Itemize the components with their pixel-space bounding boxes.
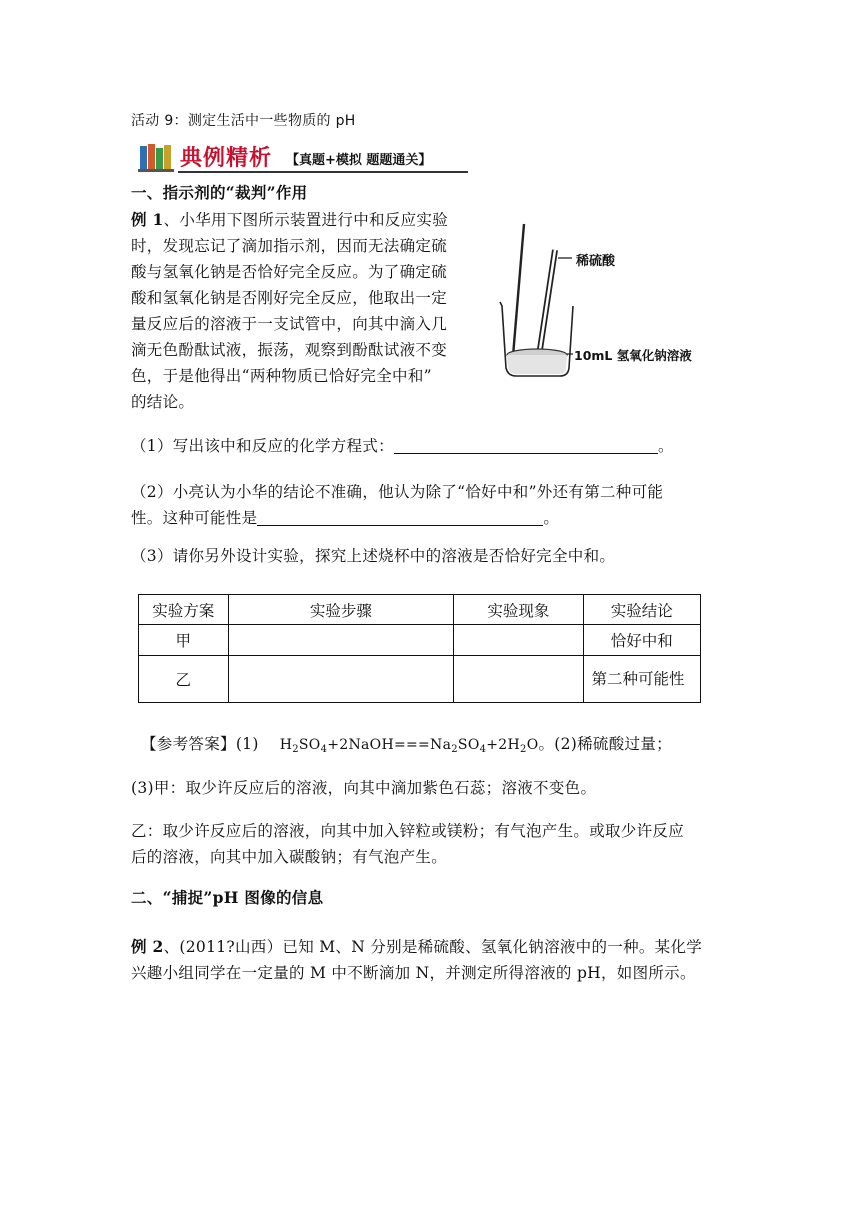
table-header-cell: 实验步骤 xyxy=(228,595,454,625)
question-1 xyxy=(131,433,674,459)
example2-paragraph xyxy=(131,934,751,986)
answer-blank-1[interactable] xyxy=(394,435,658,454)
banner-title: 典例精析 xyxy=(180,146,273,171)
table-cell-editable[interactable] xyxy=(454,625,583,656)
example1-line: 、小华用下图所示装置进行中和反应实验 xyxy=(163,211,448,229)
example1-line: 滴无色酚酞试液，振荡，观察到酚酞试液不变 xyxy=(131,341,448,359)
question-3: （3）请你另外设计实验，探究上述烧杯中的溶液是否恰好完全中和。 xyxy=(131,547,616,565)
table-row xyxy=(139,656,701,703)
example2-label: 例 2 xyxy=(131,937,164,956)
answer-blank-2[interactable] xyxy=(257,507,543,526)
table-row xyxy=(139,625,701,656)
table-cell-editable[interactable] xyxy=(228,625,454,656)
banner-subtitle: 【真题+模拟 题题通关】 xyxy=(286,153,432,168)
table-cell: 第二种可能性 xyxy=(583,656,700,703)
table-cell: 甲 xyxy=(139,625,229,656)
section-heading-2: 二、“捕捉”pH 图像的信息 xyxy=(131,888,324,907)
experiment-table xyxy=(138,594,701,703)
example1-line: 酸与氢氧化钠是否恰好完全反应。为了确定硫 xyxy=(131,263,448,281)
answer-part2: 。(2)稀硫酸过量； xyxy=(538,735,672,753)
question-1-end: 。 xyxy=(657,437,674,455)
example1-line: 酸和氢氧化钠是否刚好完全反应，他取出一定 xyxy=(131,289,448,307)
example1-line: 的结论。 xyxy=(131,393,195,411)
question-1-text: （1）写出该中和反应的化学方程式： xyxy=(131,437,394,455)
answer-label: 【参考答案】 xyxy=(141,735,236,753)
answer-line-4: 后的溶液，向其中加入碳酸钠；有气泡产生。 xyxy=(131,848,448,866)
table-header-cell: 实验方案 xyxy=(139,595,229,625)
beaker-figure xyxy=(496,218,696,393)
table-header-cell: 实验结论 xyxy=(583,595,700,625)
answer-line-2: (3)甲：取少许反应后的溶液，向其中滴加紫色石蕊；溶液不变色。 xyxy=(131,779,597,797)
answer-equation: $H_2SO_4+2NaOH===Na_2SO_4+2H_2O$ xyxy=(279,737,539,755)
activity-title: 活动 9：测定生活中一些物质的 pH xyxy=(131,113,356,129)
question-2-line: 性。这种可能性是 xyxy=(131,509,258,527)
question-2 xyxy=(131,479,731,531)
answer-line-3: 乙：取少许反应后的溶液，向其中加入锌粒或镁粉；有气泡产生。或取少许反应 xyxy=(131,822,685,840)
table-cell: 恰好中和 xyxy=(583,625,700,656)
beaker-apparatus-icon xyxy=(496,218,696,393)
table-cell: 乙 xyxy=(139,656,229,703)
banner-rule xyxy=(178,171,468,173)
section-banner xyxy=(138,140,468,174)
question-2-end: 。 xyxy=(543,509,560,527)
table-cell-editable[interactable] xyxy=(228,656,454,703)
example1-line: 色，于是他得出“两种物质已恰好完全中和” xyxy=(131,367,432,385)
question-2-line: （2）小亮认为小华的结论不准确，他认为除了“恰好中和”外还有第二种可能 xyxy=(131,483,664,501)
table-header-row xyxy=(139,595,701,625)
base-label: 10mL 氢氧化钠溶液 xyxy=(574,348,692,363)
books-icon xyxy=(138,142,178,172)
answer-line-1 xyxy=(141,731,672,758)
table-cell-editable[interactable] xyxy=(454,656,583,703)
answer-part1: (1) xyxy=(235,735,275,753)
example2-line: 兴趣小组同学在一定量的 M 中不断滴加 N，并测定所得溶液的 pH，如图所示。 xyxy=(131,964,696,982)
table-header-cell: 实验现象 xyxy=(454,595,583,625)
example1-line: 量反应后的溶液于一支试管中，向其中滴入几 xyxy=(131,315,448,333)
acid-label: 稀硫酸 xyxy=(576,254,616,269)
example1-line: 时，发现忘记了滴加指示剂，因而无法确定硫 xyxy=(131,237,448,255)
answer-block-3 xyxy=(131,818,731,870)
example2-line: 、(2011?山西）已知 M、N 分别是稀硫酸、氢氧化钠溶液中的一种。某化学 xyxy=(163,938,703,956)
example1-label: 例 1 xyxy=(131,210,164,229)
example1-paragraph xyxy=(131,207,486,415)
section-heading-1: 一、指示剂的“裁判”作用 xyxy=(131,183,308,202)
